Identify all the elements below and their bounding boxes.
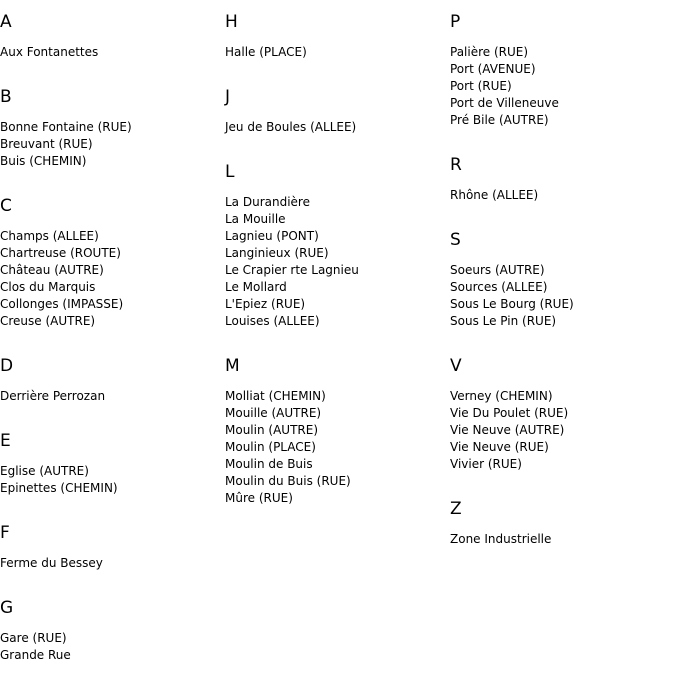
- street-link[interactable]: Halle (PLACE): [225, 45, 307, 59]
- letter-group-p: [450, 12, 675, 143]
- street-link[interactable]: Soeurs (AUTRE): [450, 263, 545, 277]
- street-list: [450, 262, 675, 330]
- street-link[interactable]: L'Epiez (RUE): [225, 297, 306, 311]
- group-spacer: [0, 61, 225, 75]
- street-list: [0, 228, 225, 330]
- street-link[interactable]: Vivier (RUE): [450, 457, 522, 471]
- street-list: [225, 388, 450, 507]
- group-spacer: [225, 61, 450, 75]
- street-link[interactable]: Vie Du Poulet (RUE): [450, 406, 569, 420]
- street-link[interactable]: Champs (ALLEE): [0, 229, 99, 243]
- street-link[interactable]: Château (AUTRE): [0, 263, 104, 277]
- street-link[interactable]: Lagnieu (PONT): [225, 229, 319, 243]
- letter-group-g: [0, 598, 225, 678]
- group-spacer: [450, 473, 675, 487]
- street-link[interactable]: Port de Villeneuve: [450, 96, 559, 110]
- letter-heading: R: [450, 155, 462, 175]
- letter-heading: V: [450, 356, 462, 376]
- letter-heading: F: [0, 523, 10, 543]
- street-link[interactable]: Creuse (AUTRE): [0, 314, 96, 328]
- street-link[interactable]: Rhône (ALLEE): [450, 188, 539, 202]
- letter-heading: L: [225, 162, 235, 182]
- group-spacer: [0, 330, 225, 344]
- letter-group-z: [450, 499, 675, 562]
- letter-heading: J: [225, 87, 231, 107]
- street-link[interactable]: Vie Neuve (AUTRE): [450, 423, 565, 437]
- street-link[interactable]: La Mouille: [225, 212, 286, 226]
- street-link[interactable]: Grande Rue: [0, 648, 71, 662]
- street-list: [0, 555, 225, 572]
- street-link[interactable]: Mouille (AUTRE): [225, 406, 322, 420]
- letter-group-l: [225, 162, 450, 344]
- letter-group-c: [0, 196, 225, 344]
- street-list: [225, 119, 450, 136]
- letter-group-m: [225, 356, 450, 521]
- street-link[interactable]: La Durandière: [225, 195, 310, 209]
- group-spacer: [225, 136, 450, 150]
- street-list: [450, 187, 675, 204]
- letter-heading: P: [450, 12, 461, 32]
- street-list: [0, 463, 225, 497]
- group-spacer: [450, 330, 675, 344]
- group-spacer: [0, 664, 225, 678]
- group-spacer: [0, 572, 225, 586]
- group-spacer: [225, 330, 450, 344]
- street-link[interactable]: Derrière Perrozan: [0, 389, 106, 403]
- street-list: [450, 388, 675, 473]
- street-link[interactable]: Le Crapier rte Lagnieu: [225, 263, 359, 277]
- letter-heading: S: [450, 230, 461, 250]
- street-link[interactable]: Buis (CHEMIN): [0, 154, 87, 168]
- street-list: [0, 44, 225, 61]
- street-link[interactable]: Le Mollard: [225, 280, 287, 294]
- street-link[interactable]: Palière (RUE): [450, 45, 529, 59]
- group-spacer: [450, 548, 675, 562]
- street-list: [0, 388, 225, 405]
- street-link[interactable]: Sous Le Bourg (RUE): [450, 297, 574, 311]
- street-list: [0, 630, 225, 664]
- street-column-3: [450, 0, 675, 562]
- street-link[interactable]: Sous Le Pin (RUE): [450, 314, 557, 328]
- letter-group-a: [0, 12, 225, 75]
- street-link[interactable]: Mûre (RUE): [225, 491, 293, 505]
- letter-heading: M: [225, 356, 240, 376]
- group-spacer: [0, 497, 225, 511]
- street-link[interactable]: Moulin du Buis (RUE): [225, 474, 351, 488]
- street-link[interactable]: Jeu de Boules (ALLEE): [225, 120, 357, 134]
- street-link[interactable]: Louises (ALLEE): [225, 314, 320, 328]
- street-link[interactable]: Vie Neuve (RUE): [450, 440, 549, 454]
- group-spacer: [450, 129, 675, 143]
- street-column-2: [225, 0, 450, 521]
- street-link[interactable]: Port (RUE): [450, 79, 512, 93]
- street-list: [225, 194, 450, 330]
- street-link[interactable]: Clos du Marquis: [0, 280, 96, 294]
- street-link[interactable]: Verney (CHEMIN): [450, 389, 553, 403]
- letter-heading: D: [0, 356, 14, 376]
- letter-heading: A: [0, 12, 12, 32]
- letter-group-e: [0, 431, 225, 511]
- letter-group-s: [450, 230, 675, 344]
- street-link[interactable]: Chartreuse (ROUTE): [0, 246, 121, 260]
- street-link[interactable]: Collonges (IMPASSE): [0, 297, 124, 311]
- letter-group-h: [225, 12, 450, 75]
- letter-group-v: [450, 356, 675, 487]
- street-link[interactable]: Eglise (AUTRE): [0, 464, 89, 478]
- group-spacer: [0, 405, 225, 419]
- letter-heading: C: [0, 196, 12, 216]
- letter-group-j: [225, 87, 450, 150]
- group-spacer: [225, 507, 450, 521]
- street-link[interactable]: Moulin de Buis: [225, 457, 313, 471]
- street-link[interactable]: Zone Industrielle: [450, 532, 552, 546]
- letter-heading: Z: [450, 499, 462, 519]
- letter-group-d: [0, 356, 225, 419]
- street-link[interactable]: Ferme du Bessey: [0, 556, 103, 570]
- street-link[interactable]: Langinieux (RUE): [225, 246, 329, 260]
- letter-heading: H: [225, 12, 238, 32]
- street-link[interactable]: Aux Fontanettes: [0, 45, 99, 59]
- street-list: [450, 44, 675, 129]
- letter-group-r: [450, 155, 675, 218]
- street-list: [0, 119, 225, 170]
- street-list: [450, 531, 675, 548]
- letter-heading: E: [0, 431, 11, 451]
- street-link[interactable]: Molliat (CHEMIN): [225, 389, 326, 403]
- street-list: [225, 44, 450, 61]
- letter-group-b: [0, 87, 225, 184]
- street-link[interactable]: Port (AVENUE): [450, 62, 536, 76]
- street-column-1: [0, 0, 225, 678]
- group-spacer: [450, 204, 675, 218]
- street-link[interactable]: Moulin (AUTRE): [225, 423, 318, 437]
- group-spacer: [0, 170, 225, 184]
- street-link[interactable]: Epinettes (CHEMIN): [0, 481, 118, 495]
- street-link[interactable]: Bonne Fontaine (RUE): [0, 120, 132, 134]
- street-link[interactable]: Moulin (PLACE): [225, 440, 316, 454]
- letter-group-f: [0, 523, 225, 586]
- street-link[interactable]: Gare (RUE): [0, 631, 67, 645]
- letter-heading: G: [0, 598, 14, 618]
- street-link[interactable]: Sources (ALLEE): [450, 280, 548, 294]
- street-link[interactable]: Pré Bile (AUTRE): [450, 113, 549, 127]
- street-link[interactable]: Breuvant (RUE): [0, 137, 93, 151]
- letter-heading: B: [0, 87, 12, 107]
